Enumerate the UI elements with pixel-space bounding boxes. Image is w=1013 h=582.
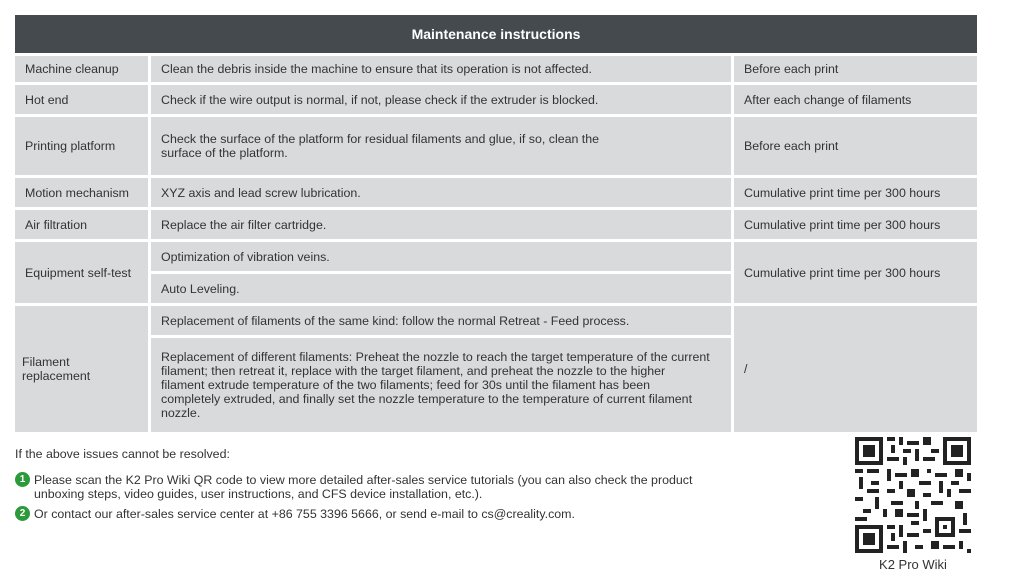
row-action: Replace the air filter cartridge. xyxy=(151,210,731,239)
support-item xyxy=(15,507,695,521)
row-frequency: After each change of filaments xyxy=(734,85,977,114)
row-part: Filament replacement xyxy=(15,306,148,432)
row-part: Hot end xyxy=(15,85,148,114)
support-notes xyxy=(15,447,695,527)
table-title: Maintenance instructions xyxy=(15,15,977,53)
row-frequency: Cumulative print time per 300 hours xyxy=(734,210,977,239)
row-action: Check if the wire output is normal, if not, please check if the extruder is blocked. xyxy=(151,85,731,114)
row-frequency: Cumulative print time per 300 hours xyxy=(734,242,977,303)
row-action: Check the surface of the platform for residual filaments and glue, if so, clean the surface of the platform. xyxy=(151,117,731,175)
row-action: Replacement of different filaments: Preheat the nozzle to reach the target temperature of the current filament; then retreat it, replace with the target filament, and preheat the nozzle to the higher filament extrude temperature of the two filaments; feed for 30s until the filament has been completely extruded, and finally set the nozzle temperature to the temperature of current filament nozzle. xyxy=(151,338,731,432)
row-action: Replacement of filaments of the same kind: follow the normal Retreat - Feed process. xyxy=(151,306,731,335)
row-part: Motion mechanism xyxy=(15,178,148,207)
row-action: Optimization of vibration veins. xyxy=(151,242,731,271)
maintenance-table xyxy=(15,15,974,420)
support-item xyxy=(15,473,695,501)
row-frequency: Before each print xyxy=(734,56,977,82)
row-part: Machine cleanup xyxy=(15,56,148,82)
row-action: XYZ axis and lead screw lubrication. xyxy=(151,178,731,207)
row-frequency: Before each print xyxy=(734,117,977,175)
row-part: Equipment self-test xyxy=(15,242,148,303)
number-badge: 2 xyxy=(15,506,30,521)
number-badge: 1 xyxy=(15,472,30,487)
qr-label: K2 Pro Wiki xyxy=(879,557,947,572)
qr-code-icon[interactable] xyxy=(855,437,971,553)
row-part: Air filtration xyxy=(15,210,148,239)
row-frequency: Cumulative print time per 300 hours xyxy=(734,178,977,207)
row-action: Auto Leveling. xyxy=(151,274,731,303)
support-intro: If the above issues cannot be resolved: xyxy=(15,447,230,461)
support-text: Or contact our after-sales service center at +86 755 3396 5666, or send e-mail to cs@creality.com. xyxy=(34,507,575,521)
row-frequency: / xyxy=(734,306,977,432)
row-part: Printing platform xyxy=(15,117,148,175)
support-text: Please scan the K2 Pro Wiki QR code to view more detailed after-sales service tutorials (you can also check the product unboxing steps, video guides, user instructions, and CFS device installation, etc.). xyxy=(34,473,693,501)
row-action: Clean the debris inside the machine to ensure that its operation is not affected. xyxy=(151,56,731,82)
